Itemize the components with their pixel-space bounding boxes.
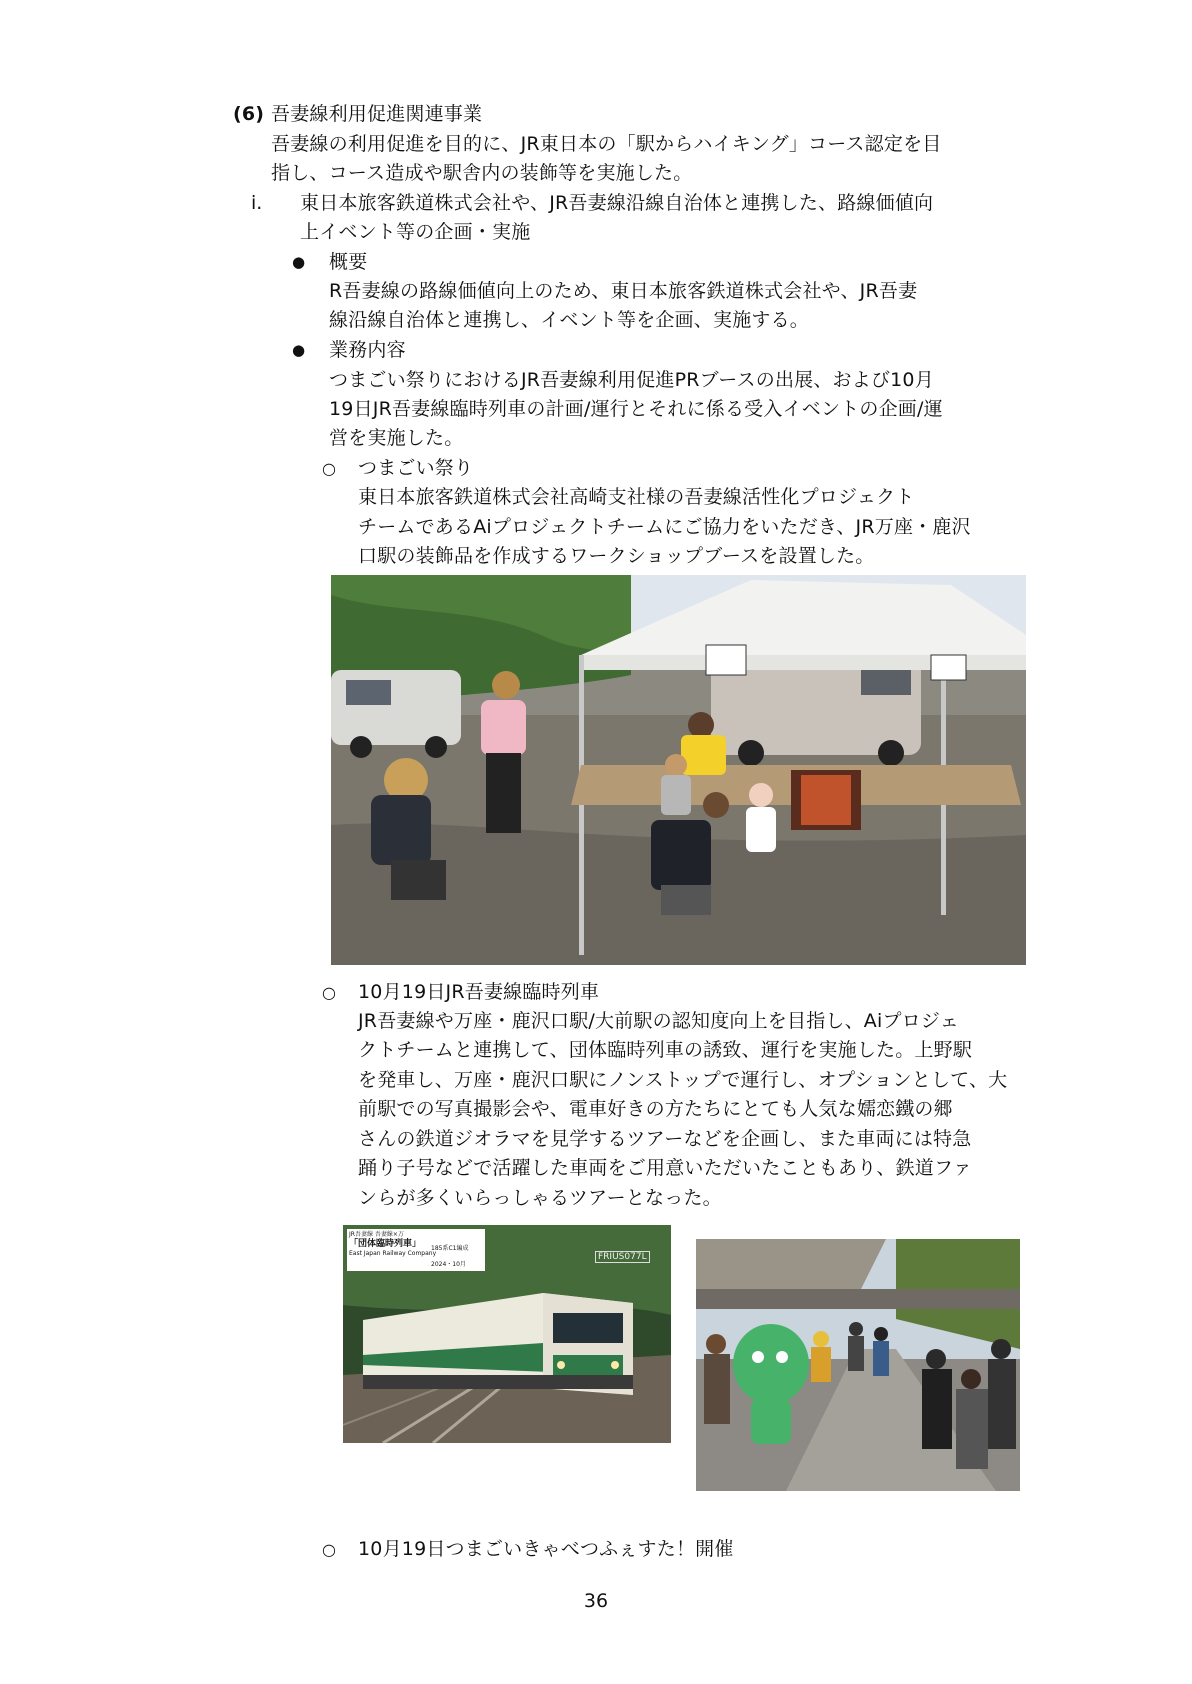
item-i-line-1: 東日本旅客鉄道株式会社や、JR吾妻線沿線自治体と連携した、路線価値向 bbox=[300, 192, 934, 214]
train-heading: 10月19日JR吾妻線臨時列車 bbox=[358, 981, 600, 1003]
train-caption-sign: 「団体臨時列車」 bbox=[349, 1239, 422, 1249]
festival-bullet: ○ bbox=[322, 459, 336, 478]
business-line-1: つまごい祭りにおけるJR吾妻線利用促進PRブースの出展、および10月 bbox=[329, 369, 934, 391]
festival-line-3: 口駅の装飾品を作成するワークショップブースを設置した。 bbox=[358, 545, 875, 567]
train-caption-plate: FRIUS077L bbox=[595, 1251, 650, 1263]
cabbage-fest-bullet: ○ bbox=[322, 1540, 336, 1559]
cabbage-fest-heading: 10月19日つまごいきゃべつふぇすた！開催 bbox=[358, 1538, 734, 1560]
train-line-6: 踊り子号などで活躍した車両をご用意いただいたこともあり、鉄道ファ bbox=[358, 1157, 973, 1179]
train-line-2: クトチームと連携して、団体臨時列車の誘致、運行を実施した。上野駅 bbox=[358, 1039, 973, 1061]
item-i-line-2: 上イベント等の企画・実施 bbox=[300, 221, 531, 243]
train-caption-date: 2024・10月 bbox=[431, 1261, 466, 1268]
festival-line-2: チームであるAiプロジェクトチームにご協力をいただき、JR万座・鹿沢 bbox=[358, 516, 971, 538]
train-line-1: JR吾妻線や万座・鹿沢口駅/大前駅の認知度向上を目指し、Aiプロジェ bbox=[358, 1010, 959, 1032]
overview-bullet: ● bbox=[292, 253, 306, 271]
business-line-3: 営を実施した。 bbox=[329, 427, 464, 449]
festival-heading: つまごい祭り bbox=[358, 457, 474, 479]
train-line-3: を発車し、万座・鹿沢口駅にノンストップで運行し、オプションとして、大 bbox=[358, 1069, 1008, 1091]
business-heading: 業務内容 bbox=[329, 339, 406, 361]
item-i-marker: i. bbox=[251, 192, 263, 214]
train-bullet: ○ bbox=[322, 983, 336, 1002]
section-intro-line-1: 吾妻線の利用促進を目的に、JR東日本の「駅からハイキング」コース認定を目 bbox=[271, 133, 942, 155]
event-photo bbox=[696, 1239, 1020, 1491]
section-intro-line-2: 指し、コース造成や駅舎内の装飾等を実施した。 bbox=[271, 162, 693, 184]
festival-booth-photo bbox=[331, 575, 1026, 965]
train-line-7: ンらが多くいらっしゃるツアーとなった。 bbox=[358, 1187, 722, 1209]
business-bullet: ● bbox=[292, 341, 306, 359]
business-line-2: 19日JR吾妻線臨時列車の計画/運行とそれに係る受入イベントの企画/運 bbox=[329, 398, 943, 420]
train-line-5: さんの鉄道ジオラマを見学するツアーなどを企画し、また車両には特急 bbox=[358, 1128, 972, 1150]
section-number: (6) bbox=[233, 103, 265, 125]
train-caption-line1: JR吾妻線 吾妻線×万 bbox=[349, 1231, 404, 1238]
overview-line-1: R吾妻線の路線価値向上のため、東日本旅客鉄道株式会社や、JR吾妻 bbox=[329, 280, 918, 302]
section-title: 吾妻線利用促進関連事業 bbox=[271, 103, 483, 125]
train-line-4: 前駅での写真撮影会や、電車好きの方たちにとても人気な嬬恋鐵の郷 bbox=[358, 1098, 953, 1120]
overview-heading: 概要 bbox=[329, 251, 368, 273]
overview-line-2: 線沿線自治体と連携し、イベント等を企画、実施する。 bbox=[329, 309, 810, 331]
train-caption-model: 185系C1編成 bbox=[431, 1245, 469, 1252]
train-caption-company: East Japan Railway Company bbox=[349, 1250, 437, 1257]
page-number: 36 bbox=[583, 1590, 609, 1612]
festival-line-1: 東日本旅客鉄道株式会社高崎支社様の吾妻線活性化プロジェクト bbox=[358, 486, 915, 508]
train-photo bbox=[343, 1225, 671, 1443]
